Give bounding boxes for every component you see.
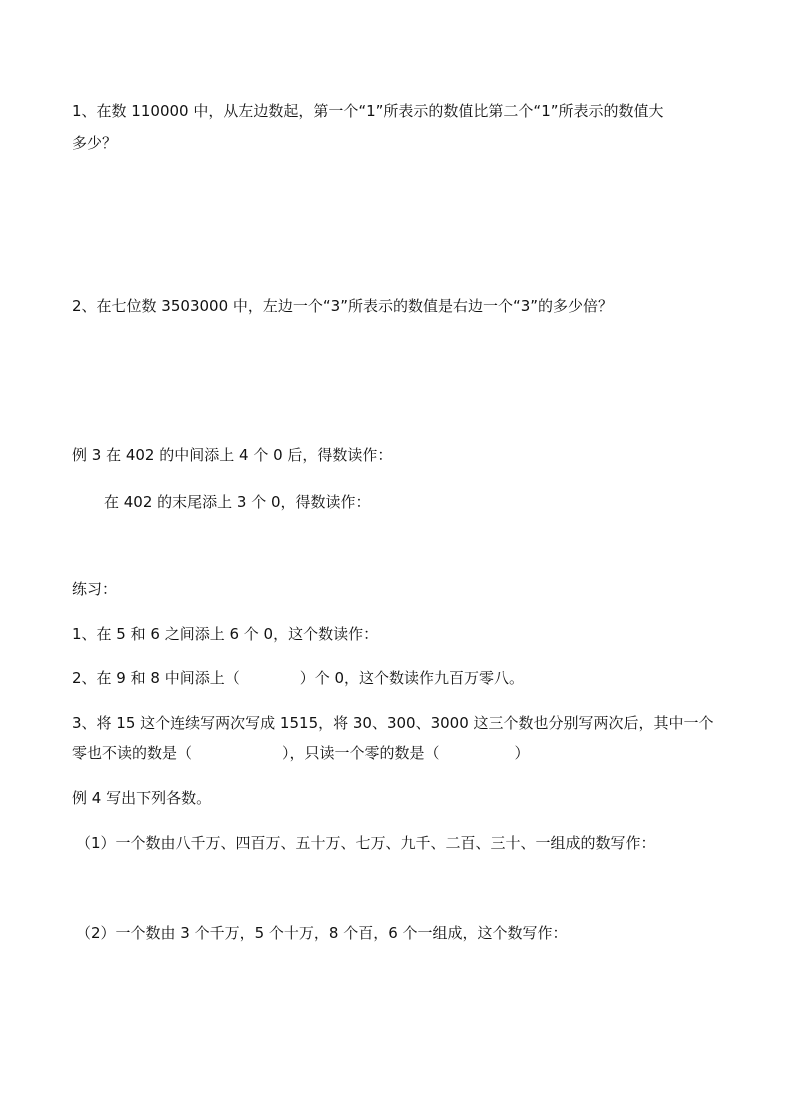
practice-item-1: 1、在 5 和 6 之间添上 6 个 0，这个数读作： <box>72 625 379 643</box>
practice-heading: 练习： <box>72 580 118 598</box>
practice-item-3-line-1: 3、将 15 这个连续写两次写成 1515，将 30、300、3000 这三个数也分别写两次后，其中一个 <box>72 714 714 732</box>
question-1-line-2: 多少？ <box>72 134 118 152</box>
practice-item-2: 2、在 9 和 8 中间添上（ ）个 0，这个数读作九百万零八。 <box>72 669 525 687</box>
example-4-subquestion-2: （2）一个数由 3 个千万，5 个十万，8 个百，6 个一组成，这个数写作： <box>76 924 568 942</box>
example-3-line-2: 在 402 的末尾添上 3 个 0，得数读作： <box>104 493 371 511</box>
question-1-line-1: 1、在数 110000 中，从左边数起，第一个“1”所表示的数值比第二个“1”所表示的数值大 <box>72 102 664 120</box>
example-4-heading: 例 4 写出下列各数。 <box>72 789 212 807</box>
example-3-line-1: 例 3 在 402 的中间添上 4 个 0 后，得数读作： <box>72 446 393 464</box>
practice-item-3-line-2: 零也不读的数是（ ），只读一个零的数是（ ） <box>72 744 530 762</box>
example-4-subquestion-1: （1）一个数由八千万、四百万、五十万、七万、九千、二百、三十、一组成的数写作： <box>76 834 656 852</box>
question-2: 2、在七位数 3503000 中，左边一个“3”所表示的数值是右边一个“3”的多少倍？ <box>72 297 614 315</box>
